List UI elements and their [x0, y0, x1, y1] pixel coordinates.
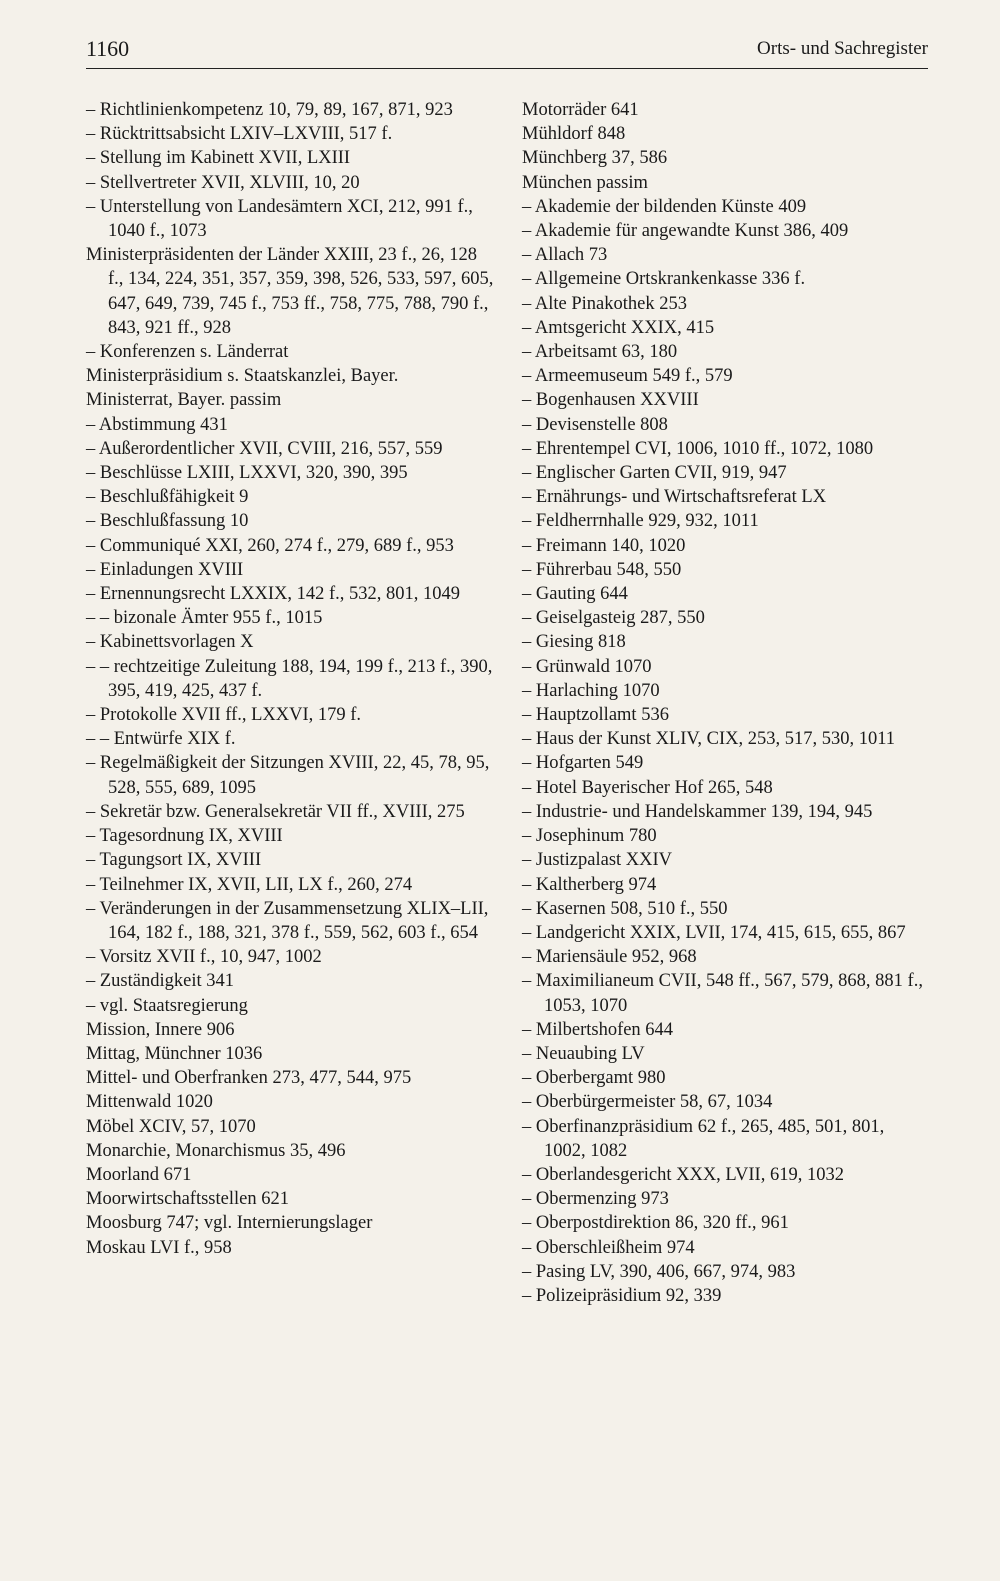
index-entry: – Allgemeine Ortskrankenkasse 336 f.: [522, 269, 806, 290]
index-entry: – Führerbau 548, 550: [522, 559, 682, 580]
index-entry: – Außerordentlicher XVII, CVIII, 216, 557, 559: [86, 438, 443, 459]
index-entry: – Abstimmung 431: [86, 414, 228, 435]
index-entry: – Tagungsort IX, XVIII: [86, 850, 262, 871]
page-number: 1160: [86, 36, 130, 61]
index-entry: – Akademie für angewandte Kunst 386, 409: [522, 221, 849, 242]
index-entry: – Bogenhausen XXVIII: [522, 390, 699, 411]
index-entry: Moorland 671: [86, 1164, 192, 1185]
index-entry: – Communiqué XXI, 260, 274 f., 279, 689 f., 953: [86, 535, 454, 556]
index-entry: München passim: [522, 172, 648, 193]
index-entry: – Landgericht XXIX, LVII, 174, 415, 615, 655, 867: [522, 922, 906, 943]
running-title: Orts- und Sachregister: [757, 38, 928, 59]
index-entry: Mission, Innere 906: [86, 1019, 235, 1040]
index-entry: – Ernennungsrecht LXXIX, 142 f., 532, 801, 1049: [86, 584, 461, 605]
index-entry: – Gauting 644: [522, 584, 628, 605]
index-entry: – Haus der Kunst XLIV, CIX, 253, 517, 530, 1011: [522, 729, 896, 750]
index-entry: – Neuaubing LV: [522, 1043, 645, 1064]
index-entry: – – bizonale Ämter 955 f., 1015: [86, 608, 323, 629]
index-entry: – Hauptzollamt 536: [522, 705, 669, 726]
right-index-column: [522, 98, 930, 1308]
index-entry: – Oberbergamt 980: [522, 1068, 666, 1089]
index-entry: – Hofgarten 549: [522, 753, 644, 774]
index-entry: – Mariensäule 952, 968: [522, 947, 697, 968]
index-entry: Moskau LVI f., 958: [86, 1237, 232, 1258]
index-entry: – vgl. Staatsregierung: [86, 995, 248, 1016]
index-entry: Ministerpräsidium s. Staatskanzlei, Bayer.: [86, 366, 399, 387]
index-entry: – Akademie der bildenden Künste 409: [522, 196, 807, 217]
index-entry: – – Entwürfe XIX f.: [86, 729, 236, 750]
index-entry: – Beschlußfähigkeit 9: [86, 487, 249, 508]
index-entry: – Oberfinanzpräsidium 62 f., 265, 485, 501, 801, 1002, 1082: [522, 1116, 885, 1161]
left-index-column: [86, 98, 496, 1260]
index-entry: – Ernährungs- und Wirtschaftsreferat LX: [522, 487, 827, 508]
index-entry: Münchberg 37, 586: [522, 148, 668, 169]
index-entry: Moorwirtschaftsstellen 621: [86, 1189, 289, 1210]
index-entry: Monarchie, Monarchismus 35, 496: [86, 1140, 346, 1161]
index-entry: – Alte Pinakothek 253: [522, 293, 687, 314]
index-entry: – Oberlandesgericht XXX, LVII, 619, 1032: [522, 1164, 844, 1185]
index-entry: – Englischer Garten CVII, 919, 947: [522, 463, 787, 484]
index-entry: – Ehrentempel CVI, 1006, 1010 ff., 1072, 1080: [522, 438, 874, 459]
index-entry: – Geiselgasteig 287, 550: [522, 608, 705, 629]
index-entry: – Beschlüsse LXIII, LXXVI, 320, 390, 395: [86, 463, 408, 484]
index-entry: – Regelmäßigkeit der Sitzungen XVIII, 22, 45, 78, 95, 528, 555, 689, 1095: [86, 753, 490, 798]
index-entry: – Stellvertreter XVII, XLVIII, 10, 20: [86, 172, 360, 193]
index-entry: – Maximilianeum CVII, 548 ff., 567, 579, 868, 881 f., 1053, 1070: [522, 971, 923, 1016]
index-entry: – Giesing 818: [522, 632, 626, 653]
index-entry: – Allach 73: [522, 245, 608, 266]
index-entry: – Oberpostdirektion 86, 320 ff., 961: [522, 1213, 789, 1234]
index-entry: Mittag, Münchner 1036: [86, 1043, 263, 1064]
index-entry: – Pasing LV, 390, 406, 667, 974, 983: [522, 1261, 796, 1282]
index-entry: – Justizpalast XXIV: [522, 850, 673, 871]
index-entry: – Protokolle XVII ff., LXXVI, 179 f.: [86, 705, 362, 726]
index-entry: – Teilnehmer IX, XVII, LII, LX f., 260, 274: [86, 874, 413, 895]
index-entry: Ministerpräsidenten der Länder XXIII, 23 f., 26, 128 f., 134, 224, 351, 357, 359, 398, 526, 533, 597, 605, 647, 649, 739, 745 f., 753 ff., 758, 775, 788, 790 f., 843, 921 ff., 928: [86, 245, 494, 338]
index-entry: – Unterstellung von Landesämtern XCI, 212, 991 f., 1040 f., 1073: [86, 196, 473, 242]
index-entry: – Hotel Bayerischer Hof 265, 548: [522, 777, 773, 798]
index-entry: – Vorsitz XVII f., 10, 947, 1002: [86, 947, 322, 968]
index-entry: – Kasernen 508, 510 f., 550: [522, 898, 728, 919]
index-entry: – Devisenstelle 808: [522, 414, 668, 435]
index-entry: Moosburg 747; vgl. Internierungslager: [86, 1213, 373, 1234]
index-entry: – Armeemuseum 549 f., 579: [522, 366, 733, 387]
index-entry: – Industrie- und Handelskammer 139, 194, 945: [522, 801, 873, 822]
index-entry: – Tagesordnung IX, XVIII: [86, 826, 283, 847]
index-entry: – Stellung im Kabinett XVII, LXIII: [86, 148, 351, 169]
index-entry: – Feldherrnhalle 929, 932, 1011: [522, 511, 759, 532]
index-entry: – Kaltherberg 974: [522, 874, 657, 895]
page-header: [86, 32, 928, 69]
index-entry: Motorräder 641: [522, 100, 639, 120]
index-entry: – Konferenzen s. Länderrat: [86, 342, 289, 363]
index-entry: – Obermenzing 973: [522, 1189, 669, 1210]
index-entry: Möbel XCIV, 57, 1070: [86, 1116, 256, 1137]
index-entry: – Richtlinienkompetenz 10, 79, 89, 167, 871, 923: [86, 100, 453, 120]
index-entry: – Amtsgericht XXIX, 415: [522, 317, 715, 338]
index-entry: Ministerrat, Bayer. passim: [86, 390, 282, 411]
index-entry: Mühldorf 848: [522, 124, 626, 145]
index-entry: – Einladungen XVIII: [86, 559, 244, 580]
index-entry: – Veränderungen in der Zusammensetzung XLIX–LII, 164, 182 f., 188, 321, 378 f., 559, 562, 603 f., 654: [86, 898, 489, 943]
index-entry: – Oberschleißheim 974: [522, 1237, 695, 1258]
index-entry: – Rücktrittsabsicht LXIV–LXVIII, 517 f.: [86, 124, 393, 145]
index-entry: – Milbertshofen 644: [522, 1019, 674, 1040]
index-entry: – Arbeitsamt 63, 180: [522, 342, 678, 363]
index-entry: – Sekretär bzw. Generalsekretär VII ff., XVIII, 275: [86, 801, 465, 822]
index-entry: Mittenwald 1020: [86, 1092, 213, 1113]
index-entry: – Oberbürgermeister 58, 67, 1034: [522, 1092, 773, 1113]
index-entry: – Harlaching 1070: [522, 680, 660, 701]
index-entry: – Beschlußfassung 10: [86, 511, 249, 532]
index-entry: – Freimann 140, 1020: [522, 535, 686, 556]
index-entry: – – rechtzeitige Zuleitung 188, 194, 199 f., 213 f., 390, 395, 419, 425, 437 f.: [86, 656, 493, 701]
index-entry: – Polizeipräsidium 92, 339: [522, 1285, 722, 1306]
index-entry: Mittel- und Oberfranken 273, 477, 544, 975: [86, 1068, 412, 1089]
index-entry: – Josephinum 780: [522, 826, 657, 847]
index-entry: – Grünwald 1070: [522, 656, 652, 677]
index-entry: – Kabinettsvorlagen X: [86, 632, 254, 653]
index-entry: – Zuständigkeit 341: [86, 971, 234, 992]
